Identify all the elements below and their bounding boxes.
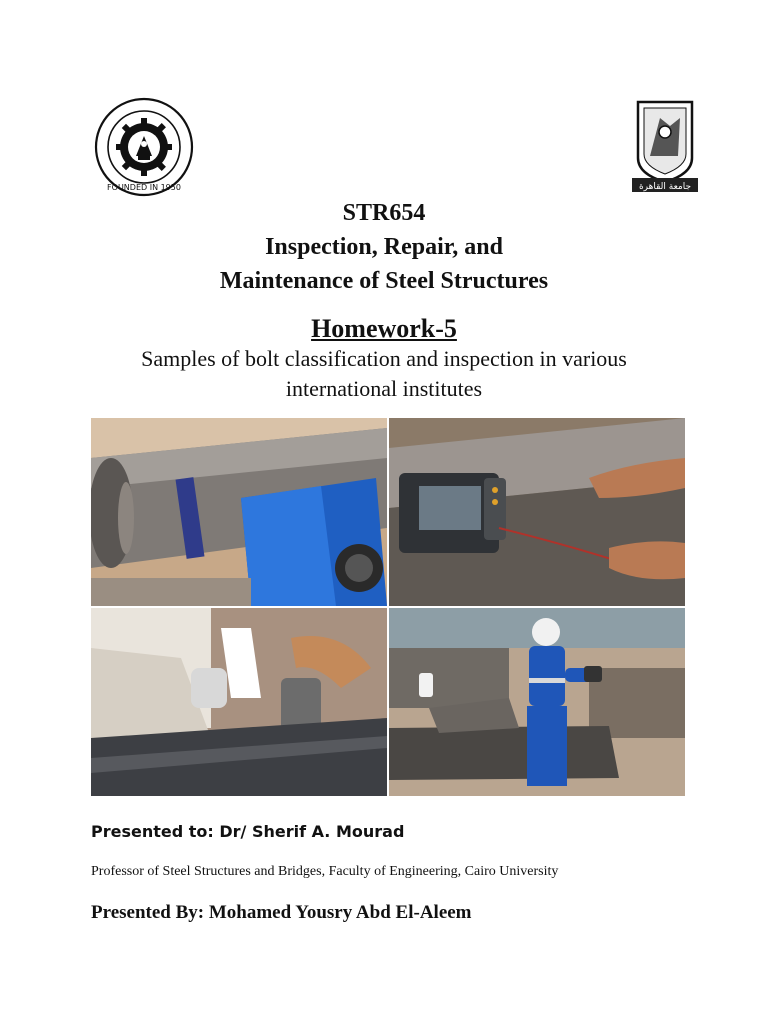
homework-title: Homework-5 — [311, 314, 457, 343]
ultrasonic-flaw-detector-on-steel-beam-photo — [389, 418, 685, 606]
logo-arabic-label: جامعة القاهرة — [638, 182, 692, 192]
course-code: STR654 — [342, 200, 426, 226]
presented-by-line: Presented By: Mohamed Yousry Abd El-Aleem — [91, 902, 472, 923]
spray-penetrant-on-steel-plate-photo — [91, 608, 387, 796]
presented-to-line: Presented to: Dr/ Sherif A. Mourad — [91, 822, 405, 841]
homework-subtitle-line-1: Samples of bolt classification and inspection in various — [141, 346, 627, 371]
professor-affiliation: Professor of Steel Structures and Bridges, Faculty of Engineering, Cairo University — [91, 864, 559, 879]
inspection-photo-collage — [91, 418, 685, 796]
worker-inspecting-steel-beam-photo — [389, 608, 685, 796]
course-title-line-2: Maintenance of Steel Structures — [219, 268, 549, 294]
seal-bottom-text: FOUNDED IN 1950 — [107, 183, 181, 192]
ultrasonic-probe-on-steel-pipe-photo — [91, 418, 387, 606]
university-seal-logo — [94, 96, 194, 198]
homework-subtitle-line-2: international institutes — [285, 376, 483, 401]
course-title-line-1: Inspection, Repair, and — [265, 234, 503, 260]
cairo-university-logo — [630, 96, 700, 194]
